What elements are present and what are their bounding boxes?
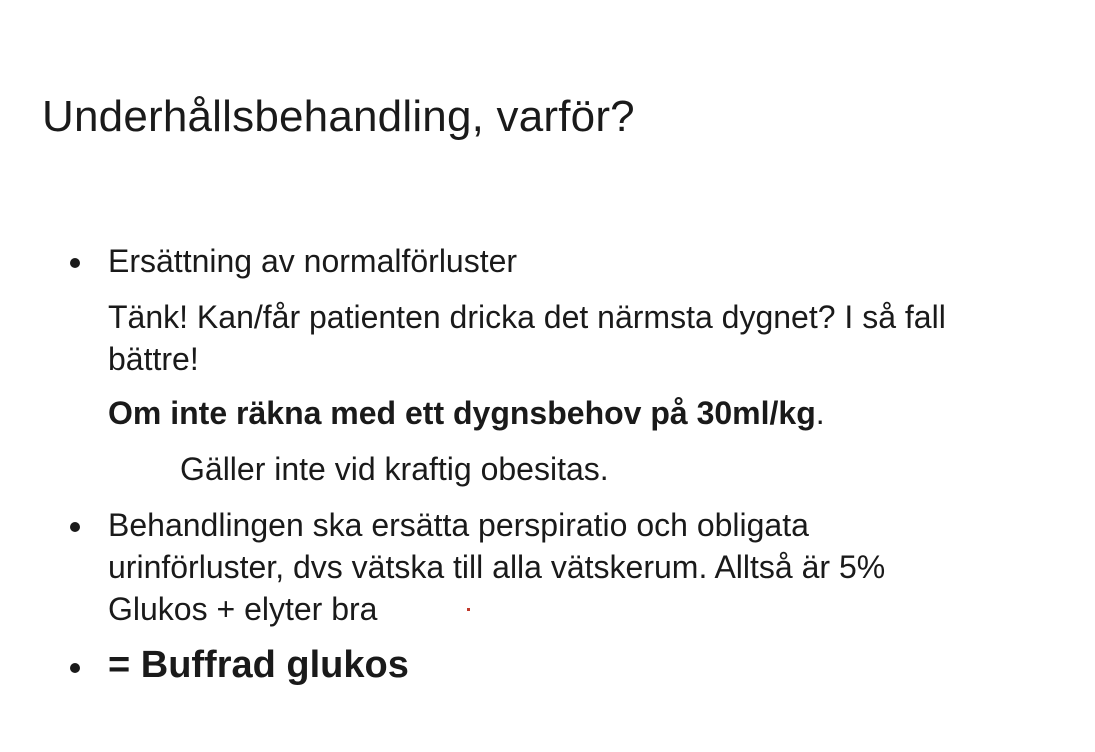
- bullet-marker: [70, 663, 80, 673]
- bullet3-text: = Buffrad glukos: [108, 644, 409, 686]
- bullet1-sub1-line1: Tänk! Kan/får patienten dricka det närmsta dygnet? I så fall: [108, 299, 946, 335]
- bullet1-sub2-bold: Om inte räkna med ett dygnsbehov på 30ml/kg: [108, 395, 816, 431]
- bullet1-sub3: Gäller inte vid kraftig obesitas.: [180, 451, 609, 487]
- bullet1-sub2-tail: .: [815, 395, 825, 431]
- bullet2-line1: Behandlingen ska ersätta perspiratio och obligata: [108, 507, 809, 543]
- bullet1-text: Ersättning av normalförluster: [108, 243, 518, 279]
- bullet1-sub2: [108, 392, 825, 434]
- bullet1-sub1-line2: bättre!: [108, 341, 199, 377]
- bullet2-line3: Glukos + elyter bra: [108, 591, 378, 627]
- slide-title: Underhållsbehandling, varför?: [42, 92, 635, 141]
- bullet-marker: [70, 522, 80, 532]
- stray-mark: [467, 608, 470, 611]
- bullet2-line2: urinförluster, dvs vätska till alla vätskerum. Alltså är 5%: [108, 549, 886, 585]
- bullet-marker: [70, 258, 80, 268]
